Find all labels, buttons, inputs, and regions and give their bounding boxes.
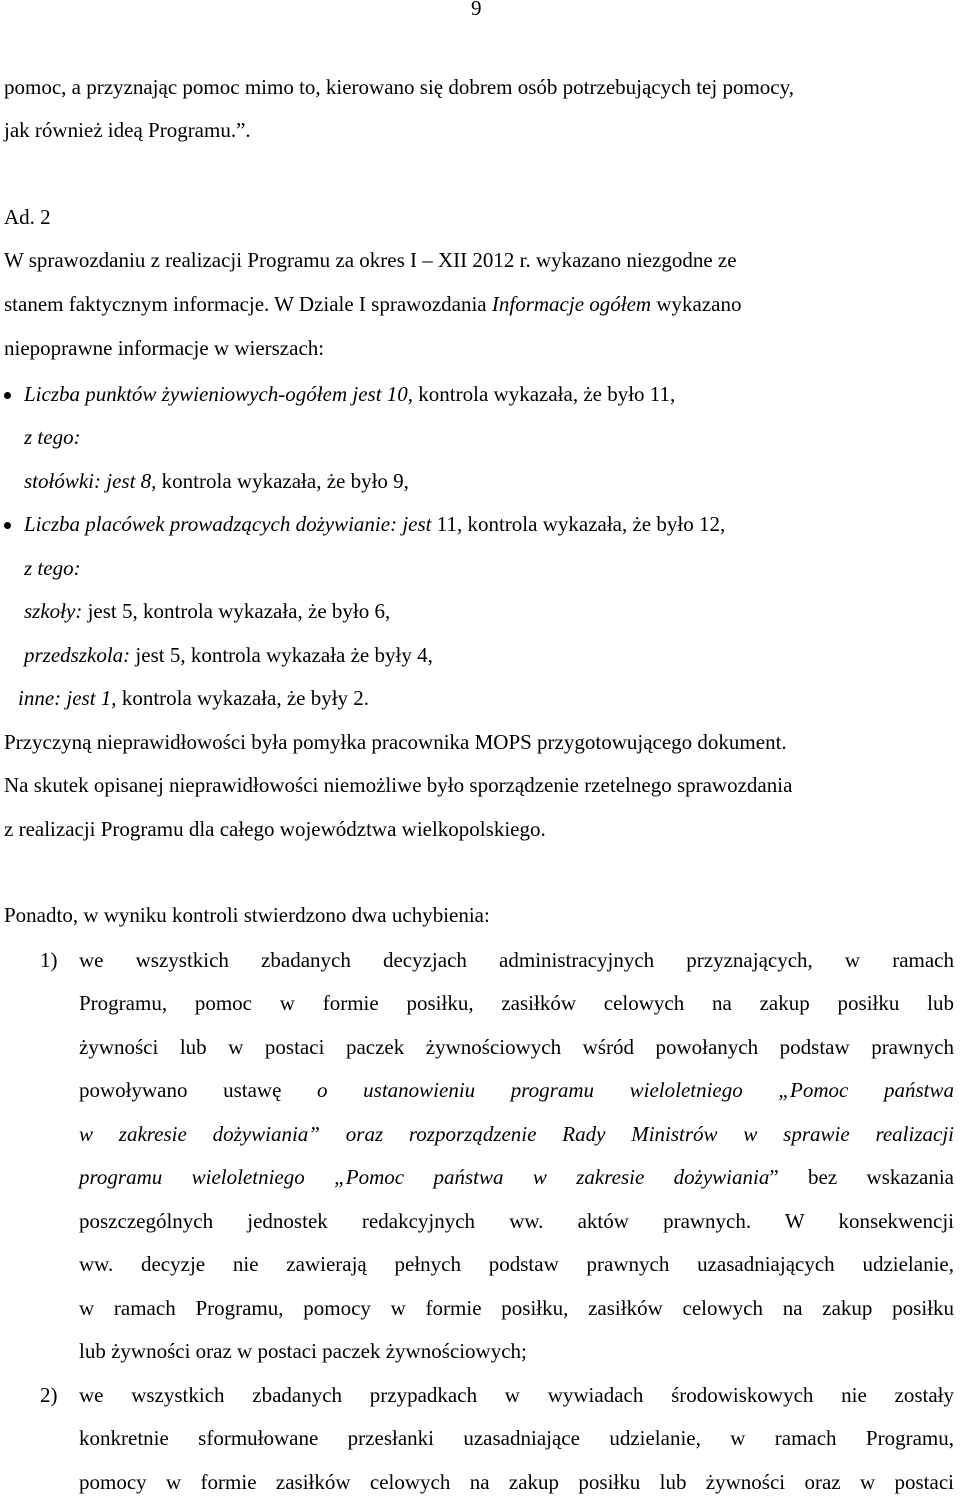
list-line: poszczególnych jednostek redakcyjnych ww. aktów prawnych. W konsekwencji — [79, 1209, 954, 1233]
list-line: we wszystkich zbadanych decyzjach administracyjnych przyznających, w ramach — [79, 948, 954, 972]
page-number: 9 — [471, 0, 482, 20]
list-line: programu wieloletniego „Pomoc państwa w zakresie dożywiania” bez wskazania — [79, 1165, 954, 1189]
paragraph-line: W sprawozdaniu z realizacji Programu za okres I – XII 2012 r. wykazano niezgodne ze — [4, 248, 737, 272]
paragraph-line: stanem faktycznym informacje. W Dziale I sprawozdania Informacje ogółem wykazano — [4, 292, 742, 316]
bullet-subline: przedszkola: jest 5, kontrola wykazała że były 4, — [24, 643, 433, 667]
bullet-subline: szkoły: jest 5, kontrola wykazała, że było 6, — [24, 599, 391, 623]
conclusion-line: Przyczyną nieprawidłowości była pomyłka pracownika MOPS przygotowującego dokument. — [4, 730, 787, 754]
list-line: ww. decyzje nie zawierają pełnych podstaw prawnych uzasadniających udzielanie, — [79, 1252, 954, 1276]
list-line: we wszystkich zbadanych przypadkach w wywiadach środowiskowych nie zostały — [79, 1383, 954, 1407]
list-number: 1) — [40, 948, 58, 972]
list-line: powoływano ustawę o ustanowieniu programu wieloletniego „Pomoc państwa — [79, 1078, 954, 1102]
bullet-item: Liczba punktów żywieniowych-ogółem jest 10, kontrola wykazała, że było 11, — [24, 382, 676, 406]
bullet-item: Liczba placówek prowadzących dożywianie: jest 11, kontrola wykazała, że było 12, — [24, 512, 726, 536]
list-line: konkretnie sformułowane przesłanki uzasadniające udzielanie, w ramach Programu, — [79, 1426, 954, 1450]
intro-line: jak również ideą Programu.”. — [4, 118, 251, 142]
conclusion-line: Na skutek opisanej nieprawidłowości niemożliwe było sporządzenie rzetelnego sprawozdania — [4, 773, 793, 797]
section-heading: Ad. 2 — [4, 205, 51, 229]
conclusion-line: z realizacji Programu dla całego województwa wielkopolskiego. — [4, 817, 546, 841]
list-line: w zakresie dożywiania” oraz rozporządzenie Rady Ministrów w sprawie realizacji — [79, 1122, 954, 1146]
list-line: w ramach Programu, pomocy w formie posiłku, zasiłków celowych na zakup posiłku — [79, 1296, 954, 1320]
list-line: Programu, pomoc w formie posiłku, zasiłków celowych na zakup posiłku lub — [79, 991, 954, 1015]
bullet-subline: inne: jest 1, kontrola wykazała, że były 2. — [18, 686, 370, 710]
list-line: lub żywności oraz w postaci paczek żywnościowych; — [79, 1339, 527, 1363]
list-line: żywności lub w postaci paczek żywnościowych wśród powołanych podstaw prawnych — [79, 1035, 954, 1059]
list-line: pomocy w formie zasiłków celowych na zakup posiłku lub żywności oraz w postaci — [79, 1470, 954, 1494]
ponadto-line: Ponadto, w wyniku kontroli stwierdzono dwa uchybienia: — [4, 903, 490, 927]
list-number: 2) — [40, 1383, 58, 1407]
paragraph-line: niepoprawne informacje w wierszach: — [4, 336, 325, 360]
bullet-icon — [4, 392, 11, 399]
bullet-subline: z tego: — [24, 556, 81, 580]
bullet-icon — [4, 522, 11, 529]
bullet-subline: stołówki: jest 8, kontrola wykazała, że było 9, — [24, 469, 409, 493]
bullet-subline: z tego: — [24, 425, 81, 449]
intro-line: pomoc, a przyznając pomoc mimo to, kierowano się dobrem osób potrzebujących tej pomocy, — [4, 75, 794, 99]
